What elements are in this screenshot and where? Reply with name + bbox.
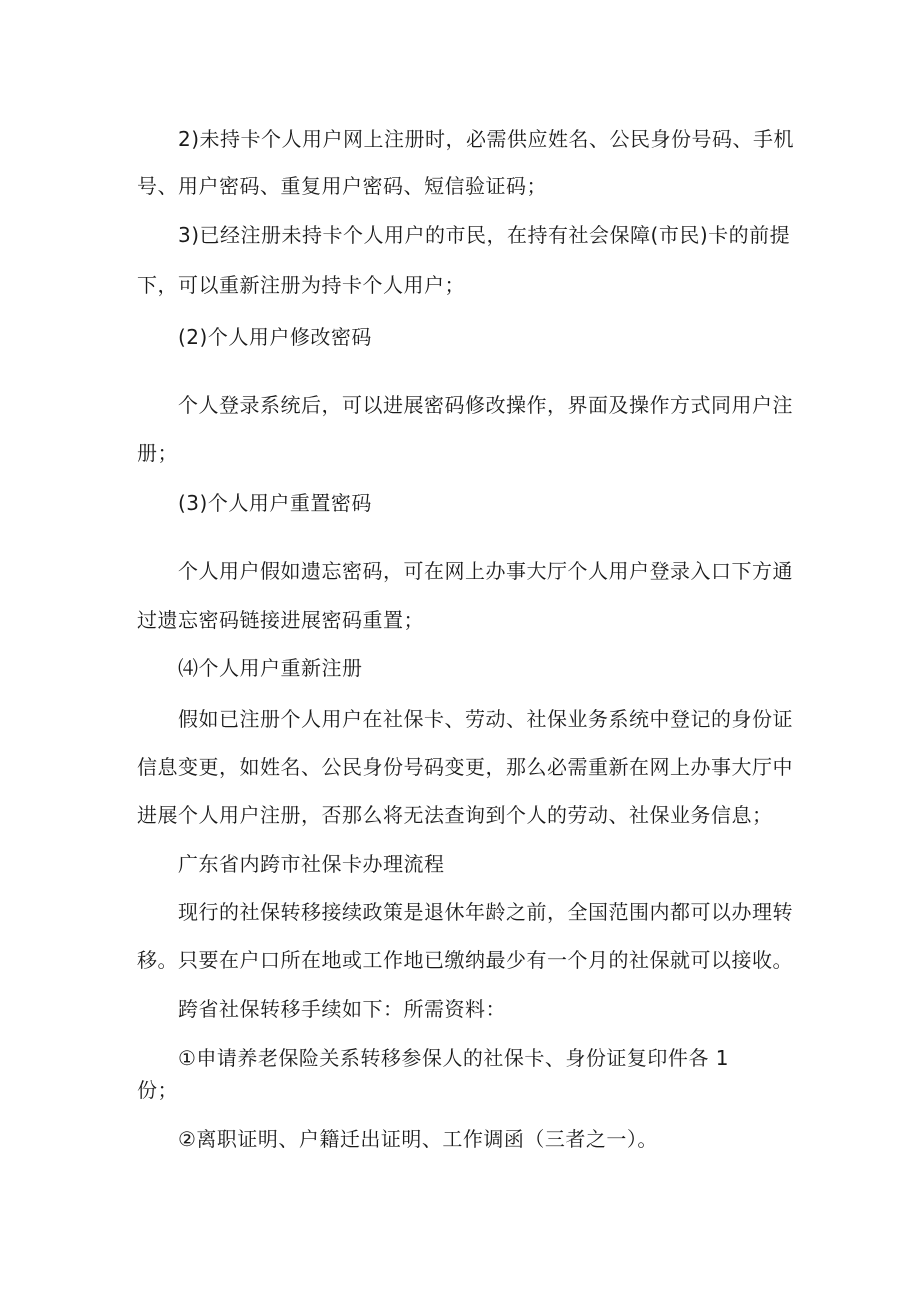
- paragraph-line: 移。只要在户口所在地或工作地已缴纳最少有一个月的社保就可以接收。: [137, 948, 793, 972]
- paragraph-line: 进展个人用户注册，否那么将无法查询到个人的劳动、社保业务信息；: [137, 803, 773, 827]
- paragraph-line: 个人用户假如遗忘密码，可在网上办事大厅个人用户登录入口下方通: [178, 559, 793, 583]
- paragraph-line: 个人登录系统后，可以进展密码修改操作，界面及操作方式同用户注: [178, 393, 793, 417]
- list-item-continuation: 份；: [137, 1078, 178, 1102]
- section-heading: (3)个人用户重置密码: [178, 491, 372, 515]
- paragraph-line: 下，可以重新注册为持卡个人用户；: [137, 273, 465, 297]
- section-heading: ⑷个人用户重新注册: [178, 656, 363, 680]
- list-item: ①申请养老保险关系转移参保人的社保卡、身份证复印件各 1: [178, 1046, 730, 1070]
- section-heading: 广东省内跨市社保卡办理流程: [178, 852, 445, 876]
- paragraph-line: 跨省社保转移手续如下：所需资料：: [178, 997, 506, 1021]
- paragraph-line: 过遗忘密码链接进展密码重置；: [137, 608, 424, 632]
- paragraph-line: 现行的社保转移接续政策是退休年龄之前，全国范围内都可以办理转: [178, 900, 793, 924]
- paragraph-line: 2)未持卡个人用户网上注册时，必需供应姓名、公民身份号码、手机: [178, 127, 795, 151]
- list-item: ②离职证明、户籍迁出证明、工作调函（三者之一）。: [178, 1127, 658, 1151]
- section-heading: (2)个人用户修改密码: [178, 325, 372, 349]
- paragraph-line: 号、用户密码、重复用户密码、短信验证码；: [137, 174, 547, 198]
- paragraph-line: 册；: [137, 441, 178, 465]
- paragraph-line: 假如已注册个人用户在社保卡、劳动、社保业务系统中登记的身份证: [178, 707, 793, 731]
- paragraph-line: 3)已经注册未持卡个人用户的市民，在持有社会保障(市民)卡的前提: [178, 223, 791, 247]
- paragraph-line: 信息变更，如姓名、公民身份号码变更，那么必需重新在网上办事大厅中: [137, 755, 793, 779]
